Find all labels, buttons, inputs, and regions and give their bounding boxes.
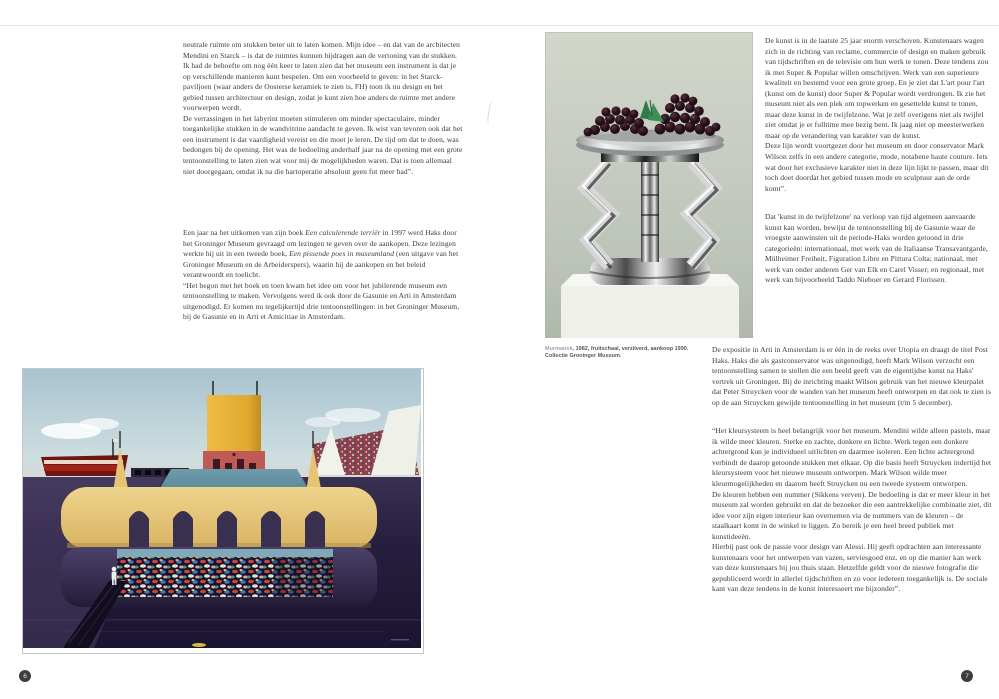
paragraph: Ik had de behoefte om nog één keer te laten zien dat het museum een instrument is dat je op verschillende manieren kunt bespelen. Om een voorbeeld te geven: in het Starck-paviljoen (waar anders de Oosterse keramiek te zien is, FH) toon ik nu design en het gebied tussen architectuur en design, zodat je kunt zien hoe anders de ruimte met andere voorwerpen wordt. <box>183 61 457 113</box>
paragraph: Deze lijn wordt voortgezet door het museum en door conservator Mark Wilson zelfs in een andere categorie, mode, notabene haute couture. Iets wat door het exclusieve karakter niet in deze lijn lijkt te passen, maar dit toch doet doordat het gebied tussen mode en sculptuur aan de orde komt”. <box>765 141 989 193</box>
paragraph: neutrale ruimte om stukken beter uit te laten komen. Mijn idee – en dat van de architecten Mendini en Starck – is dat de ruimtes kunnen bijdragen aan de vertoning van de stukken. <box>183 40 460 60</box>
fruitbowl-photo <box>545 32 753 338</box>
museum-illustration-art <box>23 369 421 651</box>
book-title-italic: Een pissende poes in museumland <box>289 249 395 259</box>
paragraph: Hierbij past ook de passie voor design van Alessi. Hij geeft opdrachten aan interessante kunstenaars voor het ontwerpen van vazen, serviesgoed enz. en op die manier kan werk van deze kunstenaars bij jou thuis staan. Hetzelfde geldt voor de nieuwe fotografie die gepubliceerd wordt in allerlei tijdschriften en zo voor iedereen toegankelijk is. De sociale kant van deze tendens in de kunst interesseert me bijzonder”. <box>712 542 988 594</box>
book-title-italic: Een calculerende terriër <box>305 228 381 237</box>
page-top-edge <box>0 25 999 26</box>
left-text-block-2 <box>183 228 465 323</box>
paragraph <box>183 228 465 281</box>
caption-object-title: Murmansk <box>545 346 573 352</box>
right-full-width-block <box>712 345 993 595</box>
paragraph: “Het kleursysteem is heel belangrijk voor het museum. Mendini wilde alleen pastels, maar ik wilde meer kleuren. Sterke en zachte, donkere en lichte. Werk tegen een donkere achtergrond kun je individueel uitlichten en daarmee isoleren. Een lichte achtergrond verbindt de daarop getoonde stukken met elkaar. Op die basis heeft Struycken indertijd het kleursysteem voor het nieuwe museum ontworpen. Mark Wilson wilde meer kleurmogelijkheden en daarom heeft Struycken nu een tweede systeem ontworpen. <box>712 426 992 489</box>
text-run: (een uitgave van het Groninger Museum en de Arbeiderspers), waarin hij de aankopen en het beleid verantwoordt en toelicht. <box>183 249 459 280</box>
paragraph: De verrassingen in het labyrint moeten stimuleren om minder spectaculaire, minder toegankelijke stukken in de wandvitrine aandacht te geven. Ik wist van tevoren ook dat het een instrument is dat vaardigheid vereist en die moet je leren. De tijd om dat te doen, was bedongen bij de opening. Het was de bedoeling anderhalf jaar na de opening met een grote tentoonstelling te laten zien wat voor mij de mogelijkheden waren. Dat is toen allemaal niet doorgegaan, omdat ik na die hartoperatie absoluut geen fut meer had”. <box>183 113 463 176</box>
center-column <box>641 158 659 262</box>
page-number-left: 6 <box>19 670 31 682</box>
museum-illustration <box>22 368 424 654</box>
text-run: in 1997 werd Haks door het Groninger Museum gevraagd om lezingen te geven over de aankopen. Deze lezingen werkte hij uit in een tweede boek, <box>183 228 457 259</box>
caption-line2: Collectie Groninger Museum. <box>545 353 622 359</box>
paragraph: De kleuren hebben een nummer (Sikkens verven). De bedoeling is dat er meer kleur in het museum zal worden gebruikt en dat de bezoeker die een aantrekkelijke combinatie ziet, dit idee voor zijn eigen interieur kan overnemen via de nummers van de kleuren – de staalkaart komt in de winkel te liggen. Zo bereik je een heel breed publiek met kunstideeën. <box>712 489 992 541</box>
text-run: Een jaar na het uitkomen van zijn boek <box>183 228 306 237</box>
paragraph: “Het begon met het boek en toen kwam het idee om voor het jubilerende museum een tentoonstelling te maken. Vervolgens werd ik ook door de Gasunie en Arti in Amsterdam uitgenodigd. Er komen nu tegelijkertijd drie tentoonstellingen: in het Groninger Museum, bij de Gasunie en in Arti et Amicitiae in Amsterdam. <box>183 280 460 322</box>
paragraph: De kunst is in de laatste 25 jaar enorm verschoven. Kunstenaars wagen zich in de richting van reclame, commercie of design en maken gebruik van tijdschriften en de televisie om hun werk te tonen. Deze tendens zou ik met Super & Popular willen omschrijven. Werk van een superieure kwaliteit en bestemd voor een grote groep. En je ziet dat L'art pour l'art (kunst om de kunst) door Super & Popular wordt verdrongen. Ik zie het museum niet als een plek om topwerken en gesettelde kunst te tonen, maar deze kunst in de twijfelzone. Wat je zelf overigens niet als twijfel ziet omdat je er fulltime mee bezig bent. Ik jaag niet op meesterwerken maar op de verandering van karakter van de kunst. <box>765 36 989 140</box>
paragraph: De expositie in Arti in Amsterdam is er één in de reeks over Utopia en draagt de titel Post Haks. Haks die als gastconservator was uitgenodigd, heeft Mark Wilson verzocht een tentoonstelling samen te stellen die een beeld geeft van de eigentijdse kunst na Haks' vertrek uit Groningen. Bij de inrichting maakt Wilson gebruik van het nieuwe kleurpalet dat Peter Struycken voor de wanden van het museum heeft ontworpen en dat ook te zien is op de aan Struycken gewijde tentoonstelling in het museum (t/m 5 december). <box>712 345 991 407</box>
paragraph: Dat 'kunst in de twijfelzone' na verloop van tijd algemeen aanvaarde kunst kan worden, bewijst de tentoonstelling bij de Gasunie waar de vroegste aanwinsten uit de periode-Haks worden getoond in drie categorieën: internationaal, met werk van de Italiaanse Transavantgarde, Mülheimer Freiheit, Figuration Libre en Pittura Colta; nationaal, met werk van onder anderen Ger van Elk en Carel Visser; en regionaal, met werk van bijvoorbeeld Taddo Nieboer en Gerard Florissen. <box>765 212 988 285</box>
left-text-block-1 <box>183 40 465 177</box>
photo-caption <box>545 346 705 360</box>
binding-gutter-mark <box>486 100 497 127</box>
fruitbowl-photo-art <box>545 32 753 338</box>
right-narrow-column <box>765 36 992 286</box>
caption-rest: , 1982, fruitschaal, verzilverd, aankoop 1990. <box>572 346 689 352</box>
page-number-right: 7 <box>961 670 973 682</box>
